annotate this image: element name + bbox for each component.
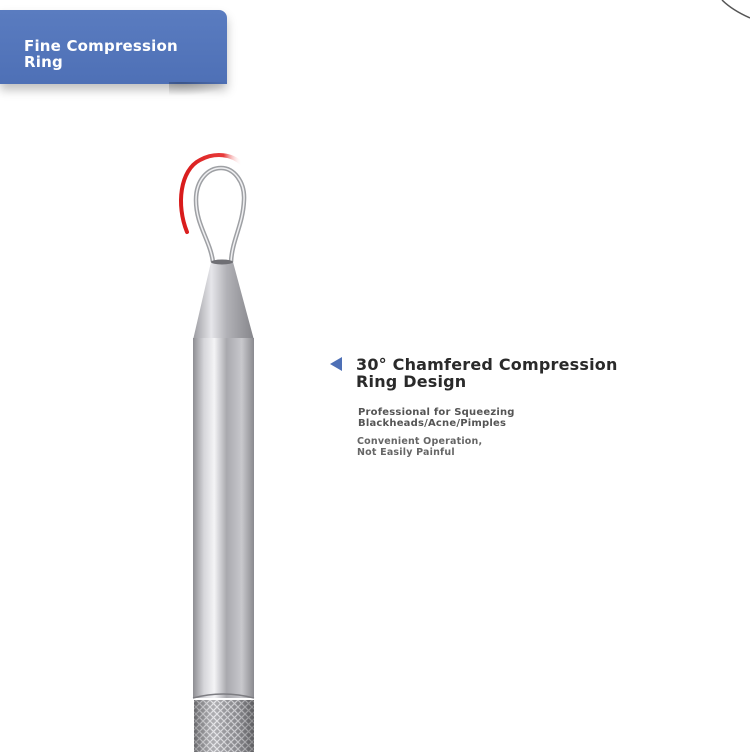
banner-title: Fine Compression Ring — [24, 37, 178, 71]
feature-text-convenient: Convenient Operation, Not Easily Painful — [357, 436, 483, 458]
left-triangle-icon — [330, 357, 342, 371]
feature-text-squeezing: Professional for Squeezing Blackheads/Acne/Pimples — [358, 407, 515, 429]
callout-headline: 30° Chamfered Compression Ring Design — [356, 355, 618, 391]
